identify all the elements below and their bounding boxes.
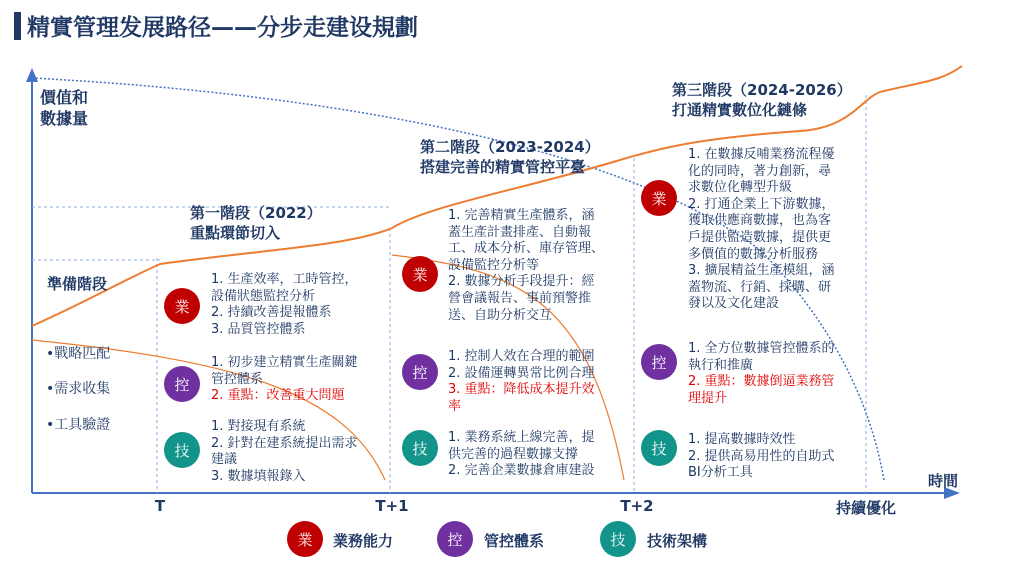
desc-line: 供完善的過程數據支撐 xyxy=(448,446,579,462)
prep-stage-title: 準備階段 xyxy=(47,275,108,293)
desc-line: 獲取供應商數據，也為客 xyxy=(688,213,832,229)
desc-line: 2. 打通企業上下游數據， xyxy=(688,196,835,212)
control-badge: 控 xyxy=(164,366,200,402)
desc-line: 2. 數據分析手段提升：經 xyxy=(448,274,595,290)
control-badge: 控 xyxy=(641,344,677,380)
desc-line: 2. 重點：改善重大問題 xyxy=(211,388,345,404)
desc-line: 2. 重點：數據倒逼業務管 xyxy=(688,374,835,390)
legend-tech-badge: 技 xyxy=(600,521,636,557)
stage1-tech-desc xyxy=(211,419,358,485)
desc-line: 理提升 xyxy=(688,390,728,406)
stage2-business-desc xyxy=(448,208,604,324)
desc-line: 發以及文化建設 xyxy=(688,296,780,312)
stage3-control-desc xyxy=(688,341,835,407)
tick-t2: T+2 xyxy=(620,497,654,515)
desc-line: 1. 業務系統上線完善，提 xyxy=(448,430,595,445)
desc-line: 1. 在數據反哺業務流程優 xyxy=(688,147,835,162)
business-badge: 業 xyxy=(164,288,200,324)
desc-line: 1. 提高數據時效性 xyxy=(688,432,796,447)
desc-line: 營會議報告、事前預警推 xyxy=(448,290,592,306)
stage1-control-desc xyxy=(211,355,358,405)
tech-badge: 技 xyxy=(164,432,200,468)
desc-line: 設備狀態監控分析 xyxy=(211,288,316,304)
desc-line: 率 xyxy=(448,398,462,414)
desc-line: 2. 持續改善提報體系 xyxy=(211,305,332,321)
prep-item: •需求收集 xyxy=(46,381,111,397)
stage2-title: 第二階段（2023-2024） 搭建完善的精實管控平臺 xyxy=(420,138,600,176)
stage3-title: 第三階段（2024-2026） 打通精實數位化鏈條 xyxy=(672,81,852,119)
tech-badge: 技 xyxy=(641,430,677,466)
desc-line: 3. 數據填報錄入 xyxy=(211,468,306,484)
desc-line: 3. 重點：降低成本提升效 xyxy=(448,382,595,398)
desc-line: BI分析工具 xyxy=(688,465,753,481)
tick-continuous: 持續優化 xyxy=(835,499,897,517)
desc-line: 1. 對接現有系統 xyxy=(211,419,306,434)
desc-line: 化的同時，著力創新，尋 xyxy=(688,163,832,179)
desc-line: 1. 初步建立精實生產關鍵 xyxy=(211,355,358,370)
desc-line: 1. 控制人效在合理的範圍 xyxy=(448,349,595,364)
desc-line: 戶提供監造數據，提供更 xyxy=(688,229,832,245)
stage1-business-desc xyxy=(211,272,358,338)
desc-line: 多價值的數據分析服務 xyxy=(688,246,819,262)
desc-line: 蓋物流、行銷、採購、研 xyxy=(688,279,832,295)
legend-business-badge: 業 xyxy=(287,521,323,557)
tech-badge: 技 xyxy=(402,430,438,466)
stage3-tech-desc xyxy=(688,432,835,482)
legend-control-label: 管控體系 xyxy=(484,532,545,550)
tick-t1: T+1 xyxy=(375,497,409,515)
desc-line: 2. 針對在建系統提出需求 xyxy=(211,435,358,451)
desc-line: 送、自助分析交互 xyxy=(448,307,553,323)
stage3-business-desc xyxy=(688,147,835,313)
stage1-title: 第一階段（2022） 重點環節切入 xyxy=(190,204,322,242)
desc-line: 3. 品質管控體系 xyxy=(211,321,306,337)
business-badge: 業 xyxy=(641,180,677,216)
x-axis-label: 時間 xyxy=(928,472,959,490)
legend-control-badge: 控 xyxy=(437,521,473,557)
page-title: 精實管理发展路径——分步走建设規劃 xyxy=(27,15,418,41)
y-axis-label: 價值和 數據量 xyxy=(40,88,89,128)
desc-line: 3. 擴展精益生產模組，涵 xyxy=(688,263,835,279)
business-badge: 業 xyxy=(402,256,438,292)
stage2-control-desc xyxy=(448,349,595,415)
desc-line: 執行和推廣 xyxy=(688,357,754,373)
desc-line: 2. 提供高易用性的自助式 xyxy=(688,448,835,464)
desc-line: 工、成本分析、庫存管理、 xyxy=(448,241,605,257)
prep-item: •工具驗證 xyxy=(46,417,111,433)
desc-line: 1. 生產效率，工時管控， xyxy=(211,272,358,287)
desc-line: 1. 全方位數據管控體系的 xyxy=(688,341,835,356)
desc-line: 2. 完善企業數據倉庫建設 xyxy=(448,463,595,479)
legend-business-label: 業務能力 xyxy=(333,532,394,550)
desc-line: 建議 xyxy=(211,452,238,468)
desc-line: 2. 設備運轉異常比例合理 xyxy=(448,365,595,381)
prep-item: •戰略匹配 xyxy=(46,346,111,362)
desc-line: 蓋生產計畫排產、自動報 xyxy=(448,224,592,240)
desc-line: 1. 完善精實生產體系，涵 xyxy=(448,208,595,223)
legend-tech-label: 技術架構 xyxy=(647,532,708,550)
desc-line: 設備監控分析等 xyxy=(448,257,540,273)
desc-line: 管控體系 xyxy=(211,371,264,387)
tick-t: T xyxy=(154,497,166,515)
desc-line: 求數位化轉型升級 xyxy=(688,180,793,196)
stage2-tech-desc xyxy=(448,430,595,480)
control-badge: 控 xyxy=(402,354,438,390)
y-axis-arrow xyxy=(26,68,38,82)
